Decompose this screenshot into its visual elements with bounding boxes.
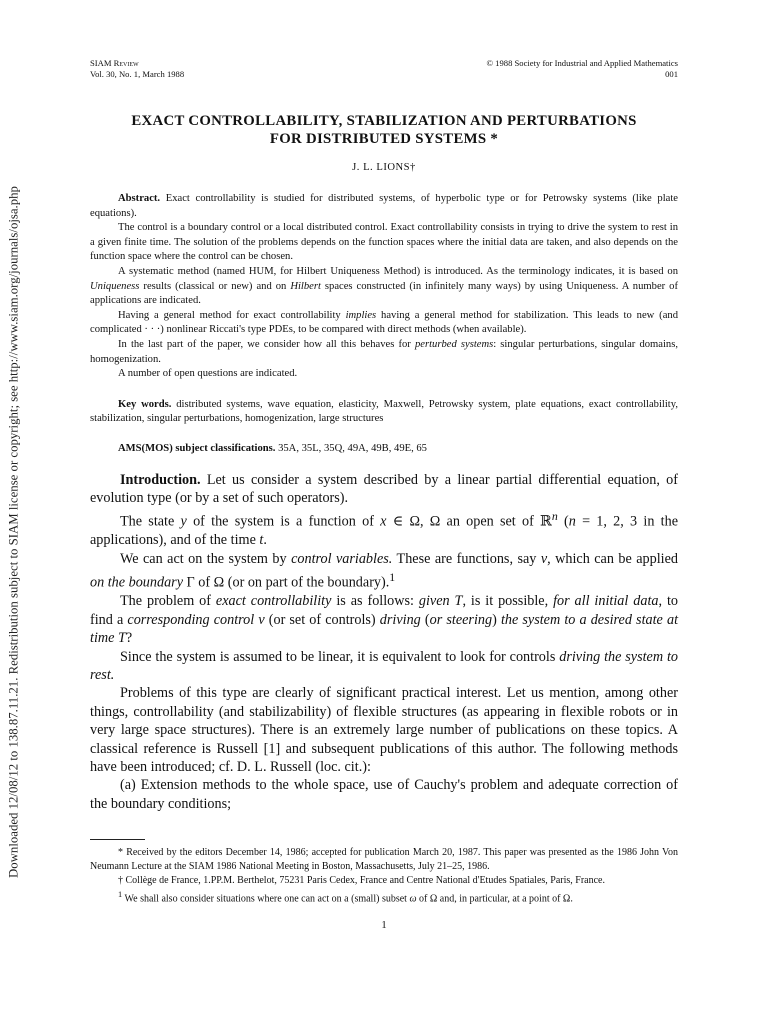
body-paragraph: The problem of exact controllability is as follows: given T, is it possible, for all initial data, to find a corresponding control v (or set of controls) driving (or steering) the system to a desired state at time T? bbox=[90, 593, 679, 647]
abstract-label: Abstract. bbox=[118, 193, 161, 204]
author: J. L. LIONS† bbox=[352, 162, 416, 173]
abstract-paragraph: Having a general method for exact controllability implies having a general method for stabilization. This leads to new (and complicated · · ·) nonlinear Riccati's type PDEs, to be compared with direct methods (when available). bbox=[90, 309, 678, 336]
abstract-paragraph: In the last part of the paper, we consider how all this behaves for perturbed systems: singular perturbations, singular domains, homogenization. bbox=[90, 338, 678, 365]
body-paragraph: We can act on the system by control variables. These are functions, say v, which can be applied on the boundary Γ of Ω (or on part of the boundary).$^1$ bbox=[90, 550, 678, 591]
section-heading: Introduction. bbox=[120, 471, 201, 488]
footnote: * Received by the editors December 14, 1986; accepted for publication March 20, 1987. This paper was presented as the 1986 John Von Neumann Lecture at the SIAM 1986 National Meeting in Boston, Massachusetts, July 21–25, 1986. bbox=[90, 847, 678, 873]
paper-title bbox=[90, 112, 678, 148]
running-header bbox=[90, 58, 678, 84]
footnote: † Collège de France, 1.PP.M. Berthelot, 75231 Paris Cedex, France and Centre National d'Etudes Spatiales, Paris, France. bbox=[118, 874, 605, 886]
footnotes bbox=[90, 846, 678, 906]
copyright-line: © 1988 Society for Industrial and Applied Mathematics bbox=[486, 58, 678, 68]
abstract-paragraph: Abstract. Exact controllability is studied for distributed systems, of hyperbolic type or for Petrowsky systems (like plate equations). bbox=[90, 193, 678, 219]
journal-name: SIAM Review bbox=[90, 58, 139, 68]
footnote-ref[interactable]: 1 bbox=[389, 570, 396, 585]
paper-page bbox=[90, 58, 678, 931]
body-paragraph: The state y of the system is a function of x ∈ Ω, Ω an open set of ℝ$^n$ (n = 1, 2, 3 in the applications), and of the time t. bbox=[90, 509, 678, 549]
download-notice-margin bbox=[4, 128, 24, 936]
body-paragraph: Problems of this type are clearly of significant practical interest. Let us mention, among other things, controllability (and stabilizability) of flexible structures (as appearing in flexible robots or in very large space structures). There is an extremely large number of publications on these topics. A classical reference is Russell [1] and subsequent publications of this author. The following methods have been introduced; cf. D. L. Russell (loc. cit.): bbox=[90, 685, 678, 776]
title-line-1: EXACT CONTROLLABILITY, STABILIZATION AND PERTURBATIONS bbox=[131, 113, 637, 129]
abstract-paragraph: A systematic method (named HUM, for Hilbert Uniqueness Method) is introduced. As the terminology indicates, it is based on Uniqueness results (classical or new) and on Hilbert spaces constructed (in infinitely many ways) by using Uniqueness. A number of applications are indicated. bbox=[90, 265, 678, 307]
key-words-label: Key words. bbox=[118, 398, 172, 410]
footnote: $^1$ We shall also consider situations where one can act on a (small) subset ω of Ω and, in particular, at a point of Ω. bbox=[118, 889, 573, 904]
title-line-2: FOR DISTRIBUTED SYSTEMS * bbox=[269, 131, 499, 147]
body-paragraph: Since the system is assumed to be linear, it is equivalent to look for controls driving the system to rest. bbox=[90, 648, 678, 684]
body-paragraph: (a) Extension methods to the whole space, use of Cauchy's problem and adequate correction of the boundary conditions; bbox=[90, 777, 678, 812]
body-paragraph: Introduction. Let us consider a system described by a linear partial differential equation, of evolution type (or by a set of such operators). bbox=[90, 471, 678, 506]
ams-label: AMS(MOS) subject classifications. bbox=[118, 442, 276, 454]
introduction bbox=[90, 471, 678, 814]
key-words: Key words. distributed systems, wave equation, elasticity, Maxwell, Petrowsky system, plate equations, exact controllability, stabilization, singular perturbations, homogenization, large structures bbox=[90, 398, 678, 425]
page-number: 1 bbox=[381, 919, 387, 931]
download-notice: Downloaded 12/08/12 to 138.87.11.21. Redistribution subject to SIAM license or copyright; see http://www.siam.org/journals/ojsa.php bbox=[6, 186, 21, 878]
footnote-rule bbox=[90, 839, 145, 840]
volume-info: Vol. 30, No. 1, March 1988 bbox=[90, 69, 185, 79]
article-code: 001 bbox=[665, 69, 678, 79]
abstract-paragraph: A number of open questions are indicated. bbox=[118, 368, 298, 380]
abstract bbox=[90, 192, 678, 382]
ams-classification: AMS(MOS) subject classifications. 35A, 35L, 35Q, 49A, 49B, 49E, 65 bbox=[118, 442, 427, 454]
copyright-info bbox=[487, 58, 679, 80]
journal-info bbox=[90, 58, 184, 80]
abstract-paragraph: The control is a boundary control or a local distributed control. Exact controllability consists in trying to drive the system to rest in a given finite time. The solution of the problems depends on the function spaces where the initial data are taken, and also depends on the function space where the control can be chosen. bbox=[90, 222, 678, 263]
